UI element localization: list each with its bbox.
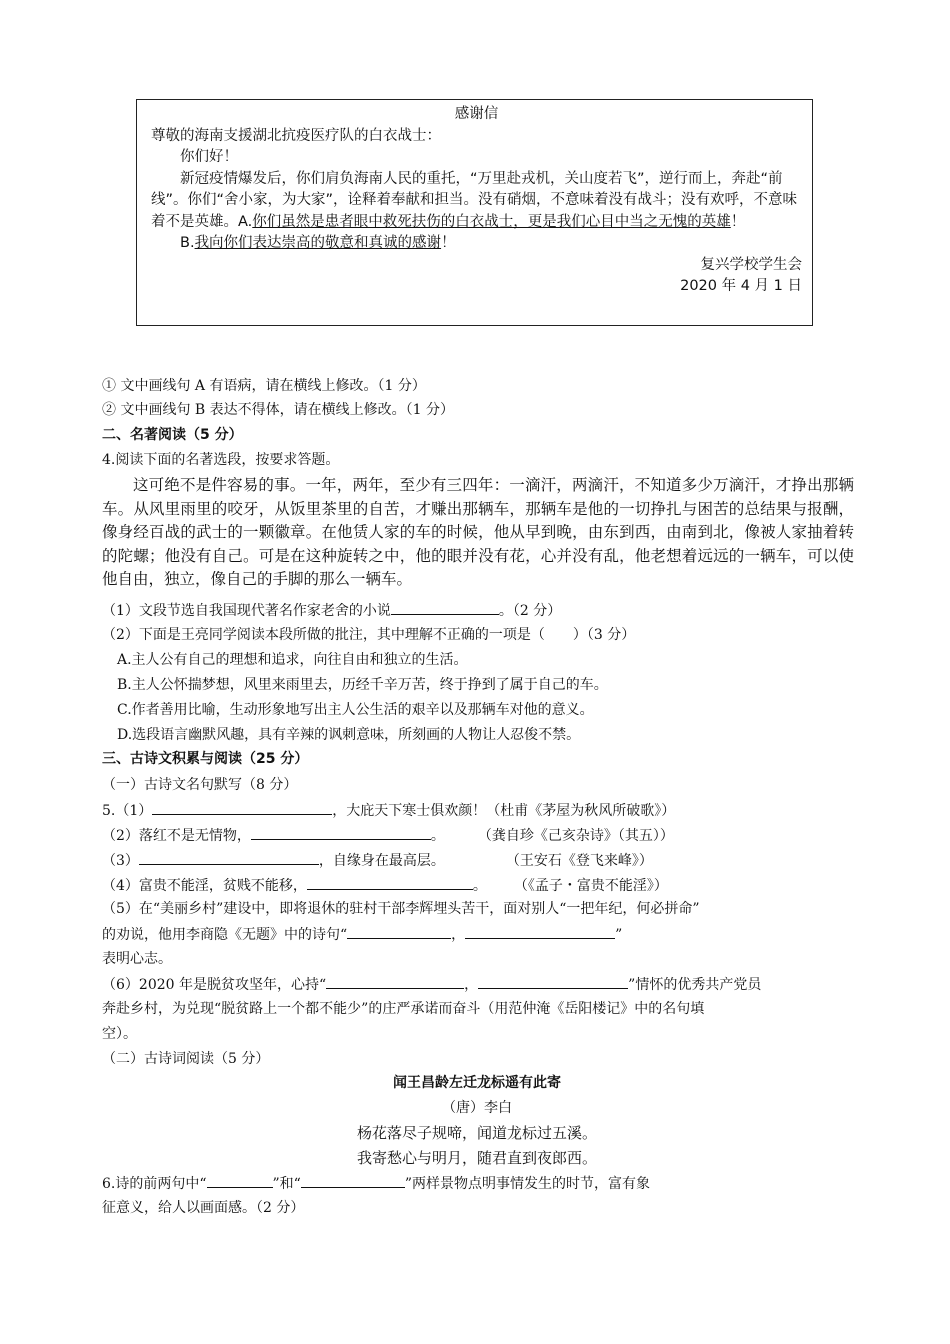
answer-blank[interactable] (347, 924, 451, 939)
q5-5-text: 的劝说，他用李商隐《无题》中的诗句“ (102, 927, 348, 943)
subsection-1-heading: （一）古诗文名句默写（8 分） (102, 777, 298, 793)
poem-title: 闻王昌龄左迁龙标遥有此寄 (393, 1075, 561, 1091)
q5-1-label: 5.（1） (102, 803, 153, 819)
letter-body (151, 169, 802, 234)
question-4-intro: 4.阅读下面的名著选段，按要求答题。 (102, 452, 340, 468)
q4-1-score: 。（2 分） (498, 603, 562, 619)
answer-blank[interactable] (152, 800, 332, 815)
answer-blank[interactable] (251, 825, 431, 840)
answer-blank[interactable] (207, 1173, 273, 1188)
q5-2-end: 。 (430, 828, 445, 844)
poem-line-1: 杨花落尽子规啼，闻道龙标过五溪。 (356, 1124, 597, 1142)
q5-2-source: （龚自珍《己亥杂诗》（其五）） (484, 828, 674, 844)
answer-blank[interactable] (301, 1173, 405, 1188)
question-5-4 (102, 875, 852, 896)
question-5-5-cont (102, 924, 852, 945)
sentence-b-label: B. (180, 235, 195, 251)
q5-6-text: （6）2020 年是脱贫攻坚年，心持“ (102, 977, 327, 993)
q5-6-comma: ， (464, 977, 479, 993)
option-b: B.主人公怀揣梦想，风里来雨里去，历经千辛万苦，终于挣到了属于自己的车。 (117, 677, 608, 693)
question-6-cont: 征意义，给人以画面感。（2 分） (102, 1200, 305, 1216)
section-3-heading: 三、古诗文积累与阅读（25 分） (102, 751, 309, 767)
letter-salutation: 尊敬的海南支援湖北抗疫医疗队的白衣战士： (151, 127, 441, 144)
answer-blank[interactable] (139, 850, 319, 865)
poem-line-2: 我寄愁心与明月，随君直到夜郎西。 (356, 1149, 597, 1167)
q5-3-label: （3） (102, 853, 139, 869)
question-1: ① 文中画线句 A 有语病，请在横线上修改。（1 分） (102, 378, 426, 394)
underlined-sentence-a: 你们虽然是患者眼中救死扶伤的白衣战士，更是我们心目中当之无愧的英雄 (252, 213, 731, 230)
q5-3-source: （王安石《登飞来峰》） (512, 853, 653, 869)
section-2-heading: 二、名著阅读（5 分） (102, 427, 243, 443)
letter-title: 感谢信 (454, 106, 499, 122)
answer-blank[interactable] (307, 875, 473, 890)
novel-excerpt: 这可绝不是件容易的事。一年，两年，至少有三四年：一滴汗，两滴汗，不知道多少万滴汗，才挣出那辆车。从风里雨里的咬牙，从饭里茶里的自苦，才赚出那辆车，那辆车是他的一切挣扎与困苦的总结果与报酬，像身经百战的武士的一颗徽章。在他赁人家的车的时候，他从早到晚，由东到西，由南到北，像被人家抽着转的陀螺；他没有自己。可是在这种旋转之中，他的眼并没有花，心并没有乱，他老想着远远的一辆车，可以使他自由，独立，像自己的手脚的那么一辆车。 (102, 476, 854, 588)
sentence-b-end: ！ (441, 235, 456, 251)
question-5-2 (102, 825, 852, 846)
q5-2-text: （2）落红不是无情物， (102, 828, 251, 844)
q5-4-source: （《孟子・富贵不能淫》） (520, 878, 668, 894)
question-5-1 (102, 800, 852, 821)
question-4-1 (102, 600, 852, 621)
q4-1-text: （1）文段节选自我国现代著名作家老舍的小说 (102, 603, 391, 619)
q5-5-comma: ， (451, 927, 466, 943)
letter-greeting: 你们好！ (180, 149, 238, 165)
option-d: D.选段语言幽默风趣，具有辛辣的讽刺意味，所刻画的人物让人忍俊不禁。 (117, 727, 581, 743)
letter-body-end: ！ (730, 213, 746, 230)
answer-blank[interactable] (326, 974, 464, 989)
q6-text-2: ”两样景物点明事情发生的时节，富有象 (404, 1176, 650, 1192)
q5-6-text-2: ”情怀的优秀共产党员 (628, 977, 762, 993)
q6-text: 6.诗的前两句中“ (102, 1176, 207, 1192)
q5-4-text: （4）富贵不能淫，贫贱不能移， (102, 878, 307, 894)
q5-3-text: ，自缘身在最高层。 (318, 853, 445, 869)
question-5-5-end: 表明心志。 (102, 951, 172, 967)
question-5-6-end: 空）。 (102, 1026, 137, 1042)
thank-you-letter (136, 99, 813, 326)
question-4-2: （2）下面是王亮同学阅读本段所做的批注，其中理解不正确的一项是（ ）（3 分） (102, 627, 636, 643)
q5-4-end: 。 (472, 878, 487, 894)
letter-closing (151, 233, 802, 255)
question-5-5: （5）在“美丽乡村”建设中，即将退休的驻村干部李辉埋头苦干，面对别人“一把年纪，何必拼命” (102, 901, 700, 917)
question-5-6 (102, 974, 852, 995)
q5-5-quote: ” (615, 927, 623, 943)
question-2: ② 文中画线句 B 表达不得体，请在横线上修改。（1 分） (102, 402, 454, 418)
poem-author: （唐）李白 (442, 1100, 512, 1116)
answer-blank[interactable] (478, 974, 628, 989)
letter-signature: 复兴学校学生会 (700, 256, 802, 273)
underlined-sentence-b: 我向你们表达崇高的敬意和真诚的感谢 (194, 235, 442, 251)
question-5-6-cont: 奔赴乡村，为兑现“脱贫路上一个都不能少”的庄严承诺而奋斗（用范仲淹《岳阳楼记》中的名句填 (102, 1001, 705, 1017)
question-6 (102, 1173, 852, 1194)
question-5-3 (102, 850, 852, 871)
letter-body-text: 新冠疫情爆发后，你们肩负海南人民的重托，“万里赴戎机，关山度若飞”，逆行而上，奔赴“前线”。你们“舍小家，为大家”，诠释着奉献和担当。没有硝烟，不意味着没有战斗；没有欢呼，不意味着不是英雄。A. (151, 170, 798, 230)
answer-blank[interactable] (465, 924, 615, 939)
option-a: A.主人公有自己的理想和追求，向往自由和独立的生活。 (117, 652, 468, 668)
letter-date: 2020 年 4 月 1 日 (680, 278, 802, 294)
answer-blank[interactable] (391, 600, 499, 615)
q5-1-text: ，大庇天下寒士俱欢颜！（杜甫《茅屋为秋风所破歌》） (332, 803, 676, 819)
subsection-2-heading: （二）古诗词阅读（5 分） (102, 1051, 270, 1067)
q6-and: ”和“ (272, 1176, 301, 1192)
option-c: C.作者善用比喻，生动形象地写出主人公生活的艰辛以及那辆车对他的意义。 (117, 702, 594, 718)
